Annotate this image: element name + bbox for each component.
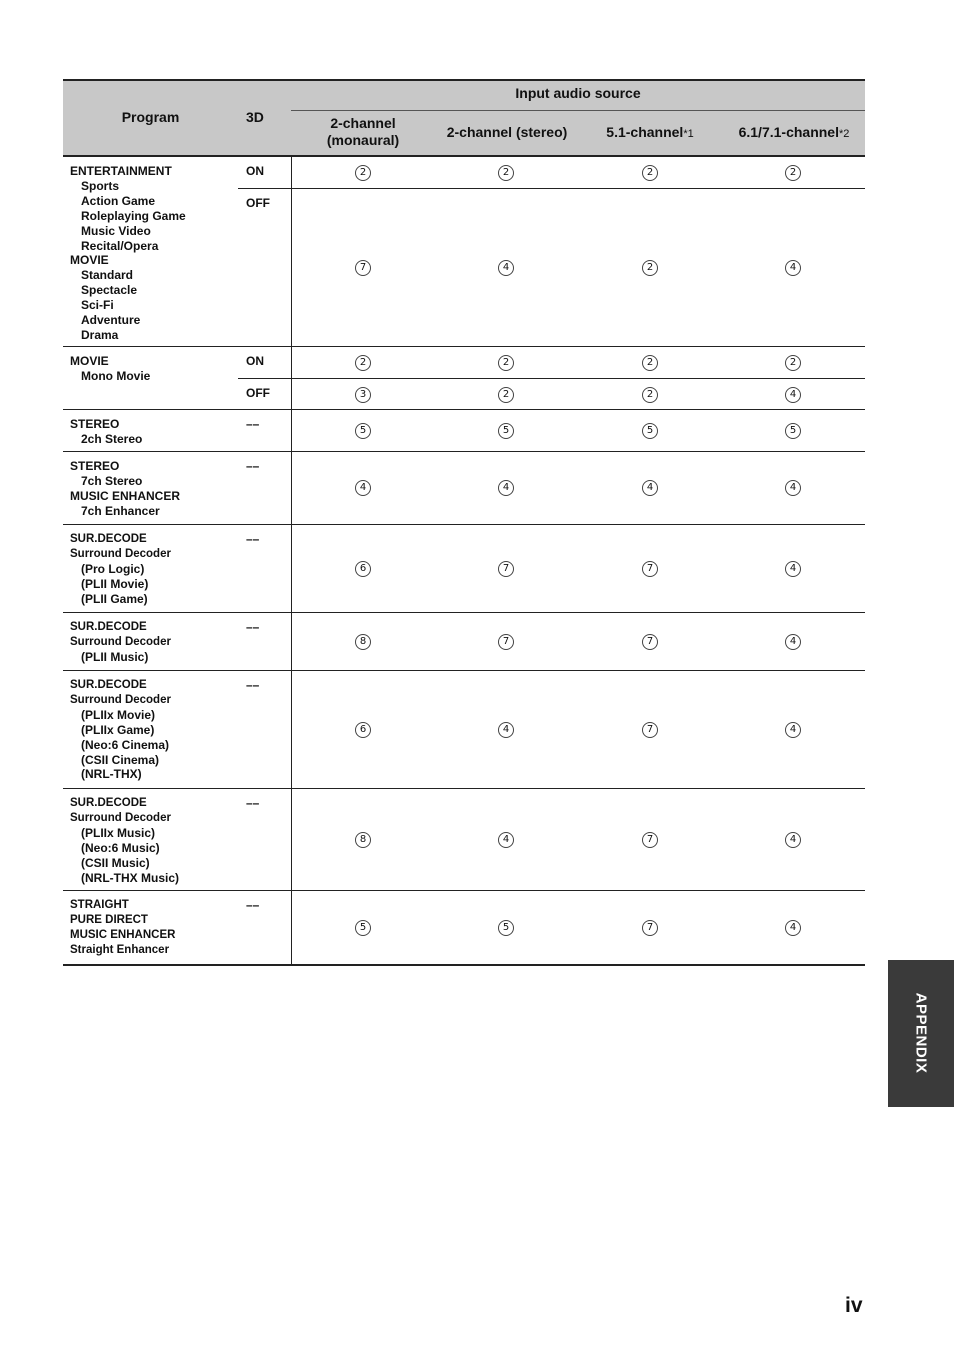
program-line: ENTERTAINMENT <box>70 164 172 178</box>
mode-number-cell: 6 <box>355 722 371 738</box>
mode-number-cell: 2 <box>355 165 371 181</box>
three-d-cell: OFF <box>246 196 270 210</box>
program-line: (PLII Music) <box>81 649 149 664</box>
mode-number-cell: 7 <box>498 561 514 577</box>
three-d-cell: –– <box>246 678 260 692</box>
mode-number-cell: 7 <box>642 722 658 738</box>
mode-number-cell: 4 <box>785 561 801 577</box>
header-2ch-monaural-line1: 2-channel <box>330 115 396 131</box>
program-line: SUR.DECODE <box>70 797 147 809</box>
program-line: PURE DIRECT <box>70 913 148 926</box>
table-row-group <box>63 157 865 347</box>
mode-number-cell: 2 <box>642 355 658 371</box>
mode-number-cell: 5 <box>355 920 371 936</box>
program-line: SUR.DECODE <box>70 533 147 545</box>
table-row-group <box>63 613 865 671</box>
mode-number-cell: 8 <box>355 832 371 848</box>
table-row <box>63 157 865 188</box>
program-line: MUSIC ENHANCER <box>70 488 181 503</box>
mode-number-cell: 7 <box>642 634 658 650</box>
table-row <box>63 410 865 451</box>
program-line: (PLIIx Movie) <box>81 707 156 722</box>
program-line: (PLII Movie) <box>81 576 149 591</box>
appendix-side-tab[interactable] <box>888 960 954 1107</box>
program-table <box>63 79 865 966</box>
program-line: SUR.DECODE <box>70 621 147 633</box>
table-row-group <box>63 452 865 525</box>
program-cell <box>70 164 186 343</box>
program-line: STEREO <box>70 459 120 473</box>
three-d-cell: ON <box>246 354 264 368</box>
mode-number-cell: 2 <box>642 387 658 403</box>
program-line: Roleplaying Game <box>81 208 186 223</box>
header-5-1-channel <box>595 124 705 140</box>
mode-number-cell: 2 <box>785 165 801 181</box>
mode-number-cell: 7 <box>355 260 371 276</box>
mode-number-cell: 7 <box>642 561 658 577</box>
program-line: Surround Decoder <box>70 693 171 706</box>
mode-number-cell: 4 <box>785 832 801 848</box>
program-line: (PLIIx Music) <box>81 825 156 840</box>
program-line: Mono Movie <box>81 368 151 383</box>
mode-number-cell: 4 <box>355 480 371 496</box>
mode-number-cell: 5 <box>785 423 801 439</box>
mode-number-cell: 4 <box>498 480 514 496</box>
mode-number-cell: 4 <box>498 832 514 848</box>
mode-number-cell: 2 <box>642 260 658 276</box>
program-line: 2ch Stereo <box>81 431 143 446</box>
table-row <box>63 891 865 964</box>
table-row-group <box>63 525 865 613</box>
mode-number-cell: 4 <box>785 920 801 936</box>
three-d-cell: –– <box>246 796 260 810</box>
mode-number-cell: 8 <box>355 634 371 650</box>
mode-number-cell: 4 <box>498 722 514 738</box>
table-row-group <box>63 671 865 789</box>
header-divider <box>291 110 865 111</box>
table-header <box>63 79 865 157</box>
three-d-cell: –– <box>246 898 260 912</box>
program-line: Adventure <box>81 313 141 328</box>
program-line: Straight Enhancer <box>70 943 170 956</box>
mode-number-cell: 3 <box>355 387 371 403</box>
mode-number-cell: 5 <box>498 920 514 936</box>
table-row-group <box>63 789 865 891</box>
mode-number-cell: 2 <box>355 355 371 371</box>
mode-number-cell: 7 <box>642 832 658 848</box>
page-number: iv <box>845 1294 863 1317</box>
three-d-cell: OFF <box>246 386 270 400</box>
program-line: MUSIC ENHANCER <box>70 928 176 941</box>
mode-number-cell: 4 <box>498 260 514 276</box>
program-line: (CSII Cinema) <box>81 752 160 767</box>
mode-number-cell: 2 <box>642 165 658 181</box>
program-line: STRAIGHT <box>70 899 129 911</box>
header-2ch-monaural-line2: (monaural) <box>326 132 400 148</box>
three-d-cell: –– <box>246 532 260 546</box>
mode-number-cell: 7 <box>642 920 658 936</box>
program-line: Music Video <box>81 223 151 238</box>
table-row-group <box>63 410 865 452</box>
program-line: Surround Decoder <box>70 811 171 824</box>
mode-number-cell: 5 <box>498 423 514 439</box>
mode-number-cell: 4 <box>785 387 801 403</box>
table-row <box>63 347 865 378</box>
program-line: Action Game <box>81 193 156 208</box>
table-row <box>238 188 865 347</box>
table-row <box>63 525 865 612</box>
mode-number-cell: 2 <box>498 387 514 403</box>
mode-number-cell: 4 <box>642 480 658 496</box>
three-d-cell: –– <box>246 620 260 634</box>
program-line: MOVIE <box>70 354 109 368</box>
program-line: (Neo:6 Music) <box>81 840 160 855</box>
table-body <box>63 157 865 966</box>
table-row <box>63 452 865 524</box>
program-line: Sports <box>81 178 120 193</box>
program-line: (NRL-THX) <box>81 767 142 782</box>
header-2ch-stereo: 2-channel (stereo) <box>446 124 568 140</box>
program-line: 7ch Enhancer <box>81 503 160 518</box>
mode-number-cell: 2 <box>498 355 514 371</box>
mode-number-cell: 7 <box>498 634 514 650</box>
three-d-cell: –– <box>246 459 260 473</box>
program-line: Recital/Opera <box>81 238 159 253</box>
header-5-1-label: 5.1-channel <box>606 124 684 140</box>
header-3d: 3D <box>246 109 264 125</box>
program-line: Spectacle <box>81 283 138 298</box>
header-program: Program <box>121 109 180 125</box>
mode-number-cell: 4 <box>785 634 801 650</box>
header-2ch-monaural <box>310 115 416 149</box>
table-row <box>238 378 865 410</box>
table-row-group <box>63 347 865 410</box>
program-line: Surround Decoder <box>70 547 171 560</box>
program-line: (CSII Music) <box>81 855 150 870</box>
footnote-1-marker: *1 <box>683 128 694 140</box>
program-line: Standard <box>81 268 134 283</box>
mode-number-cell: 6 <box>355 561 371 577</box>
program-line: (PLIIx Game) <box>81 722 155 737</box>
header-input-audio-source: Input audio source <box>515 85 641 101</box>
three-d-cell: ON <box>246 164 264 178</box>
program-line: 7ch Stereo <box>81 473 143 488</box>
three-d-cell: –– <box>246 417 260 431</box>
appendix-tab-label: APPENDIX <box>912 992 930 1074</box>
mode-number-cell: 5 <box>355 423 371 439</box>
header-6-1-7-1-channel <box>731 124 857 140</box>
table-row <box>63 671 865 788</box>
table-row-group <box>63 891 865 966</box>
program-line: Drama <box>81 327 119 342</box>
program-line: (NRL-THX Music) <box>81 870 179 885</box>
mode-number-cell: 4 <box>785 480 801 496</box>
table-row <box>63 613 865 670</box>
footnote-2-marker: *2 <box>838 128 850 140</box>
mode-number-cell: 5 <box>642 423 658 439</box>
program-line: SUR.DECODE <box>70 679 147 691</box>
mode-number-cell: 2 <box>498 165 514 181</box>
program-line: STEREO <box>70 417 120 431</box>
program-line: (Neo:6 Cinema) <box>81 737 170 752</box>
header-6-1-7-1-label: 6.1/7.1-channel <box>738 124 839 140</box>
program-line: Sci-Fi <box>81 298 114 313</box>
program-line: (Pro Logic) <box>81 561 145 576</box>
mode-number-cell: 4 <box>785 260 801 276</box>
mode-number-cell: 2 <box>785 355 801 371</box>
table-row <box>63 789 865 890</box>
program-line: (PLII Game) <box>81 591 148 606</box>
program-line: Surround Decoder <box>70 635 171 648</box>
mode-number-cell: 4 <box>785 722 801 738</box>
program-line: MOVIE <box>70 253 109 268</box>
